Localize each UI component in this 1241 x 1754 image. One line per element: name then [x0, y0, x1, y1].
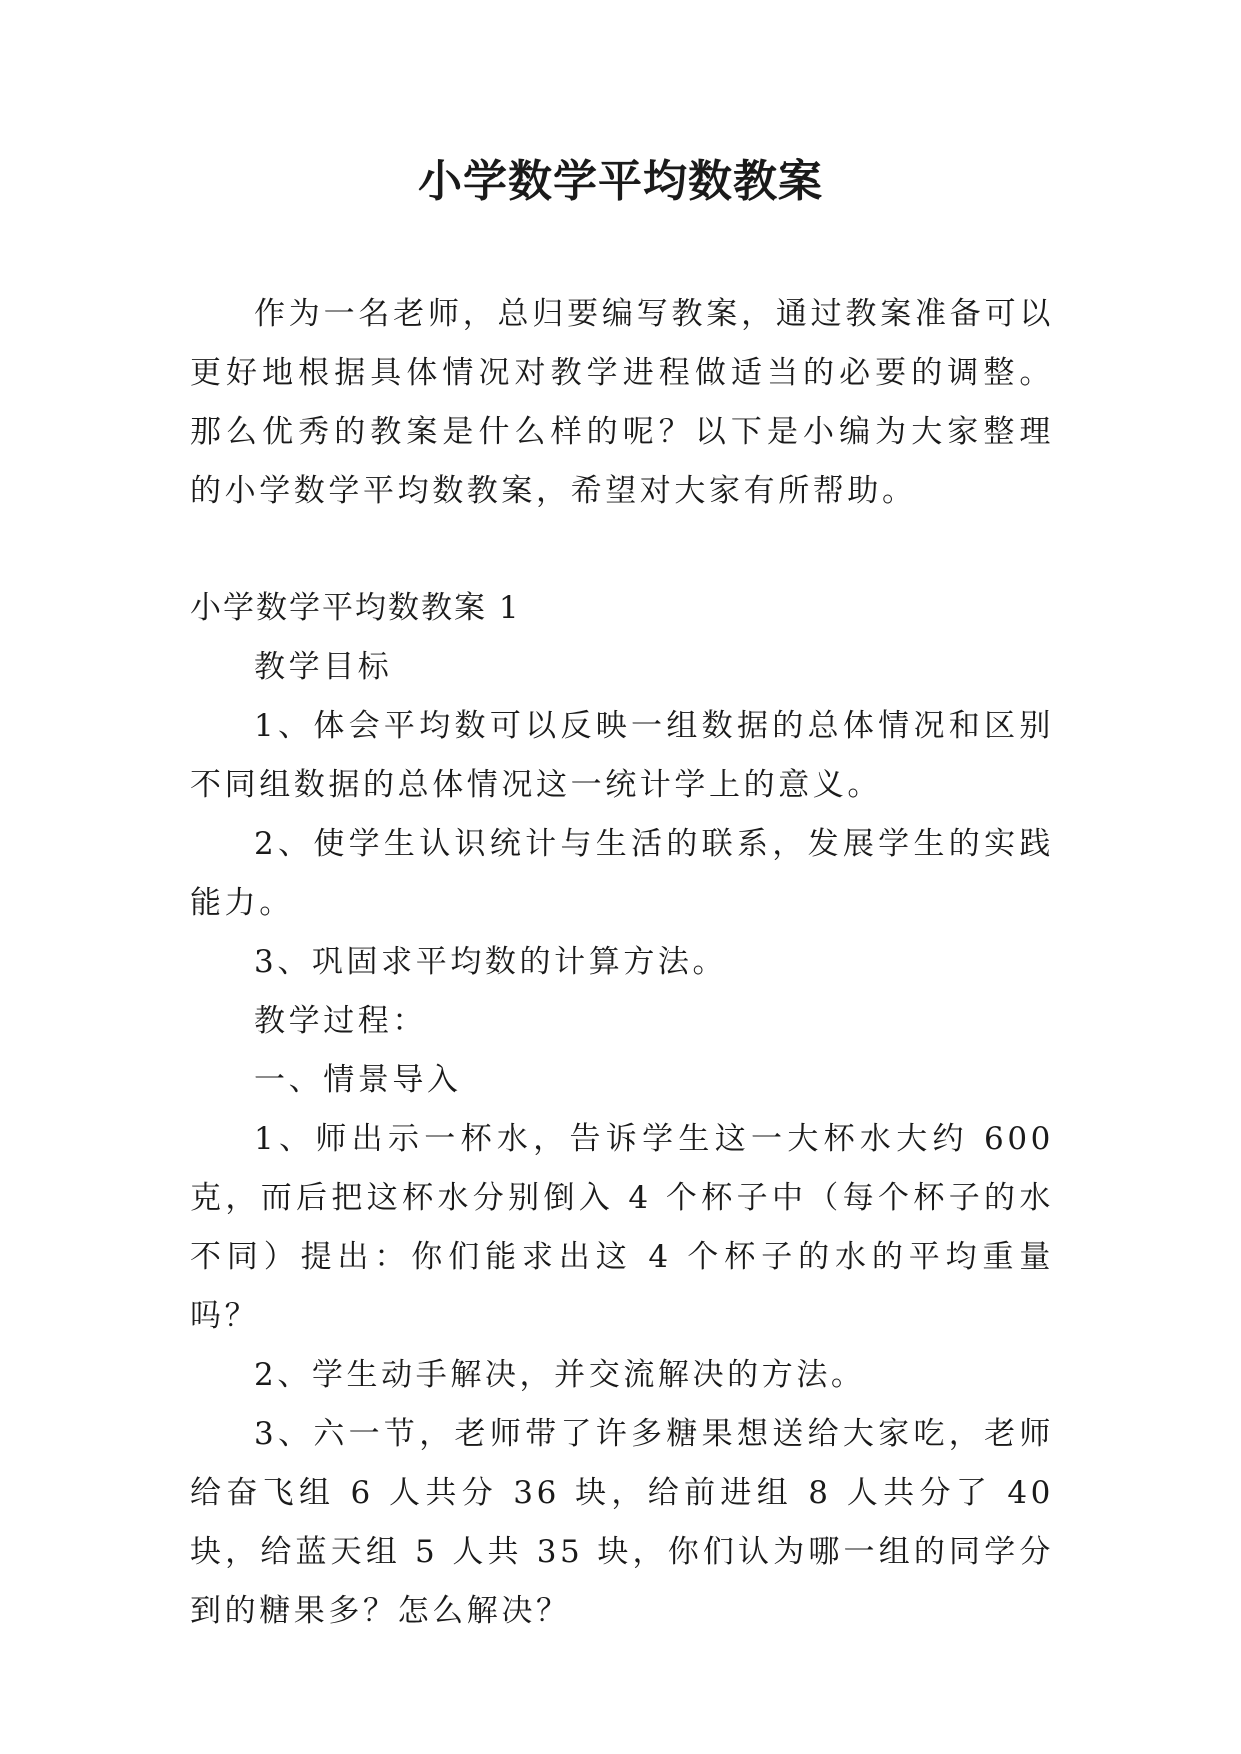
section-title: 小学数学平均数教案 1	[190, 590, 521, 626]
goal-2-paragraph: 2、使学生认识统计与生活的联系，发展学生的实践能力。	[190, 826, 1054, 921]
step-2-paragraph: 2、学生动手解决，并交流解决的方法。	[254, 1357, 866, 1393]
goal-3-paragraph: 3、巩固求平均数的计算方法。	[254, 944, 728, 980]
step-1-paragraph: 1、师出示一杯水，告诉学生这一大杯水大约 600 克，而后把这杯水分别倒入 4 个杯子中（每个杯子的水不同）提出：你们能求出这 4 个杯子的水的平均重量吗？	[190, 1121, 1054, 1334]
document-body	[190, 285, 1054, 1641]
teaching-process-heading: 教学过程：	[254, 1003, 427, 1039]
step-3-paragraph: 3、六一节，老师带了许多糖果想送给大家吃，老师给奋飞组 6 人共分 36 块，给前进组 8 人共分了 40 块，给蓝天组 5 人共 35 块，你们认为哪一组的同学分到的糖果多？怎么解决？	[190, 1416, 1054, 1629]
teaching-goals-heading: 教学目标	[254, 649, 393, 685]
scenario-intro-heading: 一、情景导入	[254, 1062, 462, 1098]
document-title: 小学数学平均数教案	[418, 156, 823, 207]
goal-1-paragraph: 1、体会平均数可以反映一组数据的总体情况和区别不同组数据的总体情况这一统计学上的意义。	[190, 708, 1054, 803]
intro-paragraph: 作为一名老师，总归要编写教案，通过教案准备可以更好地根据具体情况对教学进程做适当的必要的调整。那么优秀的教案是什么样的呢？以下是小编为大家整理的小学数学平均数教案，希望对大家有所帮助。	[190, 296, 1054, 509]
